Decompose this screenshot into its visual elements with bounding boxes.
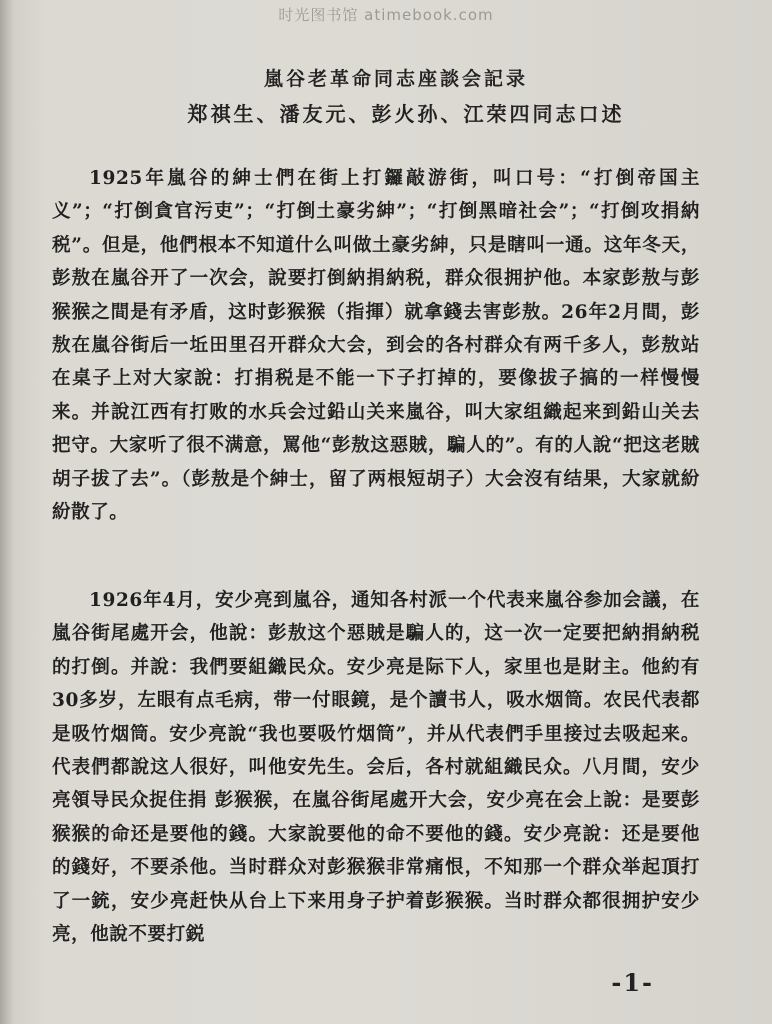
page-binding-shadow <box>0 0 14 1024</box>
document-title: 嵐谷老革命同志座談会記录 <box>263 68 528 90</box>
paragraph-1: 1925年嵐谷的紳士們在街上打鑼敲游街，叫口号：“打倒帝国主义”；“打倒貪官污吏”；“打倒土豪劣紳”；“打倒黑暗社会”；“打倒攻捐納税”。但是，他們根本不知道什么叫做土豪劣紳，只是瞎叫一通。这年冬天，彭敖在嵐谷开了一次会，說要打倒納捐納税，群众很拥护他。本家彭敖与彭猴猴之間是有矛盾，这时彭猴猴（指揮）就拿錢去害彭敖。26年2月間，彭敖在嵐谷街后一坵田里召开群众大会，到会的各村群众有两千多人，彭敖站在桌子上对大家說：打捐税是不能一下子打掉的，要像拔子搞的一样慢慢来。并說江西有打败的水兵会过鉛山关来嵐谷，叫大家组織起来到鉛山关去把守。大家听了很不满意，罵他“彭敖这惡賊，騙人的”。有的人說“把这老賊胡子拔了去”。（彭敖是个紳士，留了两根短胡子）大会沒有结果，大家就紛紛散了。 <box>52 168 700 524</box>
paragraph-2: 1926年4月，安少亮到嵐谷，通知各村派一个代表来嵐谷参加会議，在嵐谷街尾處开会，他說：彭敖这个惡賊是騙人的，这一次一定要把納捐納税的打倒。并說：我們要組織民众。安少亮是际下人，家里也是財主。他約有30多岁，左眼有点毛病，带一付眼鏡，是个讀书人，吸水烟筒。农民代表都是吸竹烟筒。安少亮說“我也要吸竹烟筒”，并从代表們手里接过去吸起来。代表們都說这人很好，叫他安先生。会后，各村就組織民众。八月間，安少亮領导民众捉住捐 彭猴猴，在嵐谷街尾處开大会，安少亮在会上說：是要彭猴猴的命还是要他的錢。大家說要他的命不要他的錢。安少亮說：还是要他的錢好，不要杀他。当时群众对彭猴猴非常痛恨，不知那一个群众举起頂打了一銃，安少亮赶快从台上下来用身子护着彭猴猴。当时群众都很拥护安少亮，他說不要打鋭 <box>52 590 700 946</box>
watermark: 时光图书馆 atimebook.com <box>278 6 494 24</box>
document-subtitle: 郑祺生、潘友元、彭火孙、江荣四同志口述 <box>187 102 625 126</box>
page-number: -1- <box>611 968 654 997</box>
